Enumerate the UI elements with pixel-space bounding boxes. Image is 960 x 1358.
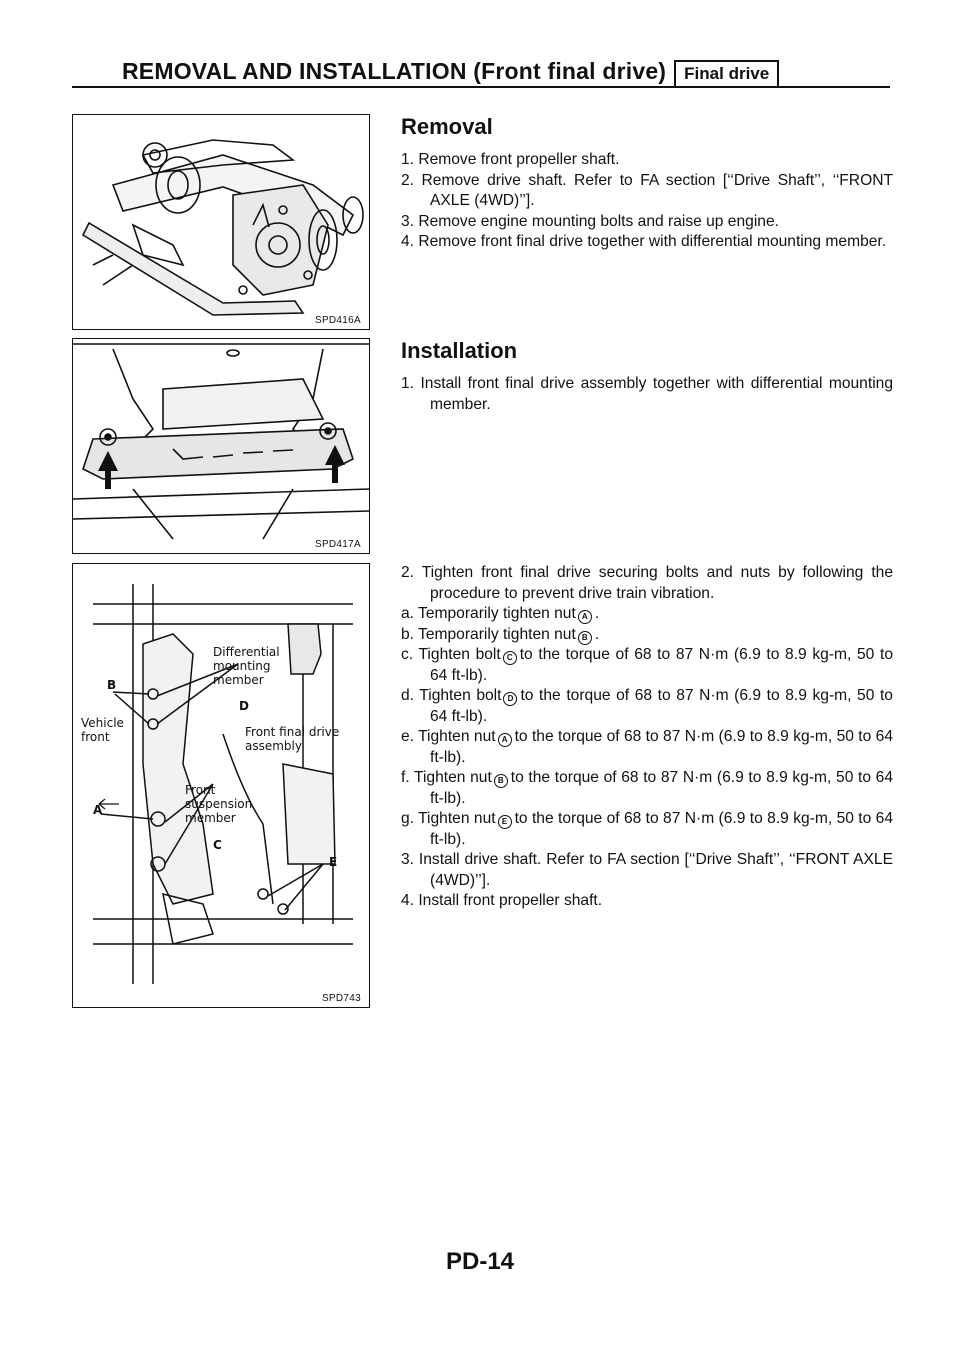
label-e: E	[329, 855, 338, 869]
label-vehicle: Vehicle	[81, 716, 124, 730]
installation-section	[401, 340, 893, 415]
figure-id: SPD417A	[314, 539, 361, 550]
section-tab: Final drive	[674, 60, 779, 86]
figure-spd743	[72, 563, 370, 1008]
label-member: member	[213, 673, 264, 687]
tightening-procedure	[401, 563, 893, 912]
label-front: front	[81, 730, 110, 744]
removal-section	[401, 116, 893, 253]
marker-icon: C	[503, 651, 517, 665]
marker-icon: E	[498, 815, 512, 829]
label-differential: Differential	[213, 645, 280, 659]
label-front-final-drive: Front final drive	[245, 725, 340, 739]
removal-heading: Removal	[401, 114, 493, 139]
tightening-steps	[401, 563, 893, 912]
figure-spd417a	[72, 338, 370, 554]
label-d: D	[239, 699, 249, 713]
list-item: d. Tighten bolt D to the torque of 68 to 87 N·m (6.9 to 8.9 kg-m, 50 to 64 ft-lb).	[401, 687, 893, 725]
drive-assembly-illustration	[73, 115, 369, 329]
marker-icon: D	[503, 692, 517, 706]
installation-step1	[401, 374, 893, 415]
list-item: g. Tighten nut E to the torque of 68 to 87 N·m (6.9 to 8.9 kg-m, 50 to 64 ft-lb).	[401, 810, 893, 848]
removal-steps	[401, 150, 893, 253]
list-item: 4. Install front propeller shaft.	[401, 892, 603, 909]
page-header	[72, 52, 890, 88]
figure-id: SPD416A	[314, 315, 361, 326]
label-a: A	[93, 803, 103, 817]
bolt-location-diagram	[73, 564, 369, 1007]
figure-spd416a	[72, 114, 370, 330]
label-member-2: member	[185, 811, 236, 825]
list-item: 2. Tighten front final drive securing bolts and nuts by following the procedure to prevent drive train vibration.	[401, 564, 893, 602]
list-item: 2. Remove drive shaft. Refer to FA section [‘‘Drive Shaft’’, ‘‘FRONT AXLE (4WD)’’].	[401, 171, 893, 209]
list-item: a. Temporarily tighten nut A .	[401, 605, 600, 622]
marker-icon: B	[578, 631, 592, 645]
label-front-2: Front	[185, 783, 216, 797]
list-item: 1. Remove front propeller shaft.	[401, 151, 620, 168]
figure-id: SPD743	[321, 993, 361, 1004]
label-b: B	[107, 678, 117, 692]
marker-icon: A	[578, 610, 592, 624]
list-item: e. Tighten nut A to the torque of 68 to 87 N·m (6.9 to 8.9 kg-m, 50 to 64 ft-lb).	[401, 728, 893, 766]
label-c: C	[213, 838, 222, 852]
label-mounting: mounting	[213, 659, 271, 673]
marker-icon: A	[498, 733, 512, 747]
marker-icon: B	[494, 774, 508, 788]
label-assembly: assembly	[245, 739, 302, 753]
installation-heading: Installation	[401, 338, 518, 363]
header-title: REMOVAL AND INSTALLATION (Front final drive)	[122, 58, 667, 84]
list-item: b. Temporarily tighten nut B .	[401, 625, 600, 643]
list-item: 1. Install front final drive assembly together with differential mounting member.	[401, 375, 893, 413]
mounting-member-illustration	[73, 339, 369, 553]
page-code: PD-14	[445, 1248, 515, 1275]
list-item: c. Tighten bolt C to the torque of 68 to 87 N·m (6.9 to 8.9 kg-m, 50 to 64 ft-lb).	[401, 646, 893, 684]
list-item: 3. Install drive shaft. Refer to FA section [‘‘Drive Shaft’’, ‘‘FRONT AXLE (4WD)’’].	[401, 851, 893, 889]
label-suspension: suspension	[185, 797, 253, 811]
list-item: f. Tighten nut B to the torque of 68 to 87 N·m (6.9 to 8.9 kg-m, 50 to 64 ft-lb).	[401, 769, 893, 807]
list-item: 3. Remove engine mounting bolts and raise up engine.	[401, 212, 779, 230]
list-item: 4. Remove front final drive together with differential mounting member.	[401, 233, 887, 250]
